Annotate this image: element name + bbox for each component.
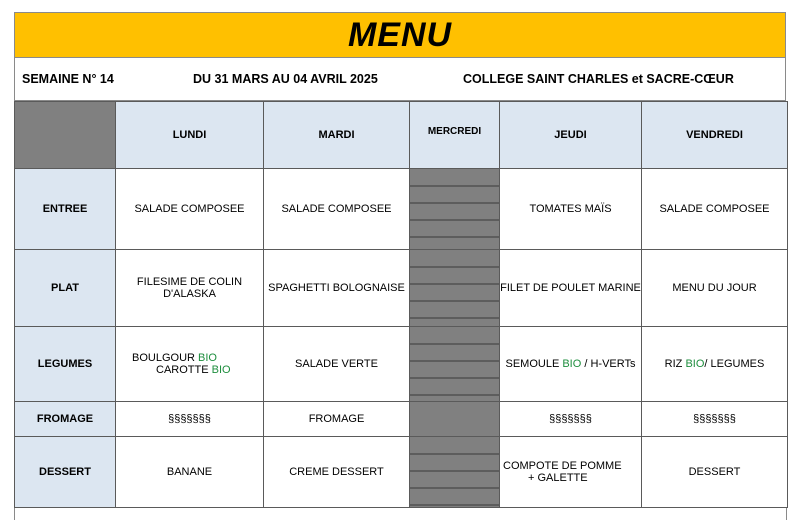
date-range: DU 31 MARS AU 04 AVRIL 2025: [193, 72, 378, 86]
cell-mercredi-closed: [410, 437, 500, 508]
cell-mardi-dessert: CREME DESSERT: [264, 437, 410, 508]
lundi-legumes-line2: CAROTTE BIO: [156, 364, 231, 376]
cell-jeudi-dessert: COMPOTE DE POMME + GALETTE: [500, 437, 642, 508]
cell-jeudi-entree: TOMATES MAÏS: [500, 169, 642, 250]
row-label-plat: PLAT: [15, 250, 116, 327]
cell-vendredi-dessert: DESSERT: [642, 437, 788, 508]
row-label-legumes: LEGUMES: [15, 327, 116, 402]
table-row: [15, 437, 788, 508]
menu-title-bar: [14, 12, 786, 58]
cell-jeudi-fromage: §§§§§§§: [500, 402, 642, 437]
lundi-legumes-line1: BOULGOUR BIO: [132, 352, 217, 364]
day-header-jeudi: JEUDI: [500, 102, 642, 169]
day-header-vendredi: VENDREDI: [642, 102, 788, 169]
cell-lundi-plat: FILESIME DE COLIN D'ALASKA: [116, 250, 264, 327]
cell-mardi-legumes: SALADE VERTE: [264, 327, 410, 402]
table-row: [15, 402, 788, 437]
info-bar: [14, 58, 786, 101]
school-name: COLLEGE SAINT CHARLES et SACRE-CŒUR: [463, 72, 734, 86]
bio-label: BIO: [211, 364, 231, 376]
cell-jeudi-plat: FILET DE POULET MARINE: [500, 250, 642, 327]
menu-title: MENU: [347, 15, 453, 54]
bio-label: BIO: [685, 358, 705, 370]
row-label-entree: ENTREE: [15, 169, 116, 250]
table-row: [15, 327, 788, 402]
cell-vendredi-fromage: §§§§§§§: [642, 402, 788, 437]
corner-cell: [15, 102, 116, 169]
day-header-mercredi: MERCREDI: [410, 102, 500, 169]
day-header-row: [15, 102, 788, 169]
cell-mardi-plat: SPAGHETTI BOLOGNAISE: [264, 250, 410, 327]
cell-mercredi-closed: [410, 250, 500, 327]
cell-mercredi-closed: [410, 169, 500, 250]
cell-vendredi-entree: SALADE COMPOSEE: [642, 169, 788, 250]
menu-table: [14, 101, 788, 508]
cell-mercredi-closed: [410, 402, 500, 437]
cell-vendredi-legumes: RIZ BIO/ LEGUMES: [642, 327, 788, 402]
cell-lundi-legumes: [116, 327, 264, 402]
day-header-lundi: LUNDI: [116, 102, 264, 169]
row-label-dessert: DESSERT: [15, 437, 116, 508]
week-number: SEMAINE N° 14: [22, 72, 114, 86]
cell-vendredi-plat: MENU DU JOUR: [642, 250, 788, 327]
table-row: [15, 169, 788, 250]
row-label-fromage: FROMAGE: [15, 402, 116, 437]
cell-jeudi-legumes: SEMOULE BIO / H-VERTs: [500, 327, 642, 402]
cell-lundi-fromage: §§§§§§§: [116, 402, 264, 437]
day-header-mardi: MARDI: [264, 102, 410, 169]
cell-lundi-entree: SALADE COMPOSEE: [116, 169, 264, 250]
cell-mardi-fromage: FROMAGE: [264, 402, 410, 437]
table-row: [15, 250, 788, 327]
bio-label: BIO: [198, 352, 217, 364]
cell-mardi-entree: SALADE COMPOSEE: [264, 169, 410, 250]
bio-label: BIO: [562, 358, 582, 370]
bottom-border: [14, 508, 787, 520]
cell-lundi-dessert: BANANE: [116, 437, 264, 508]
cell-mercredi-closed: [410, 327, 500, 402]
